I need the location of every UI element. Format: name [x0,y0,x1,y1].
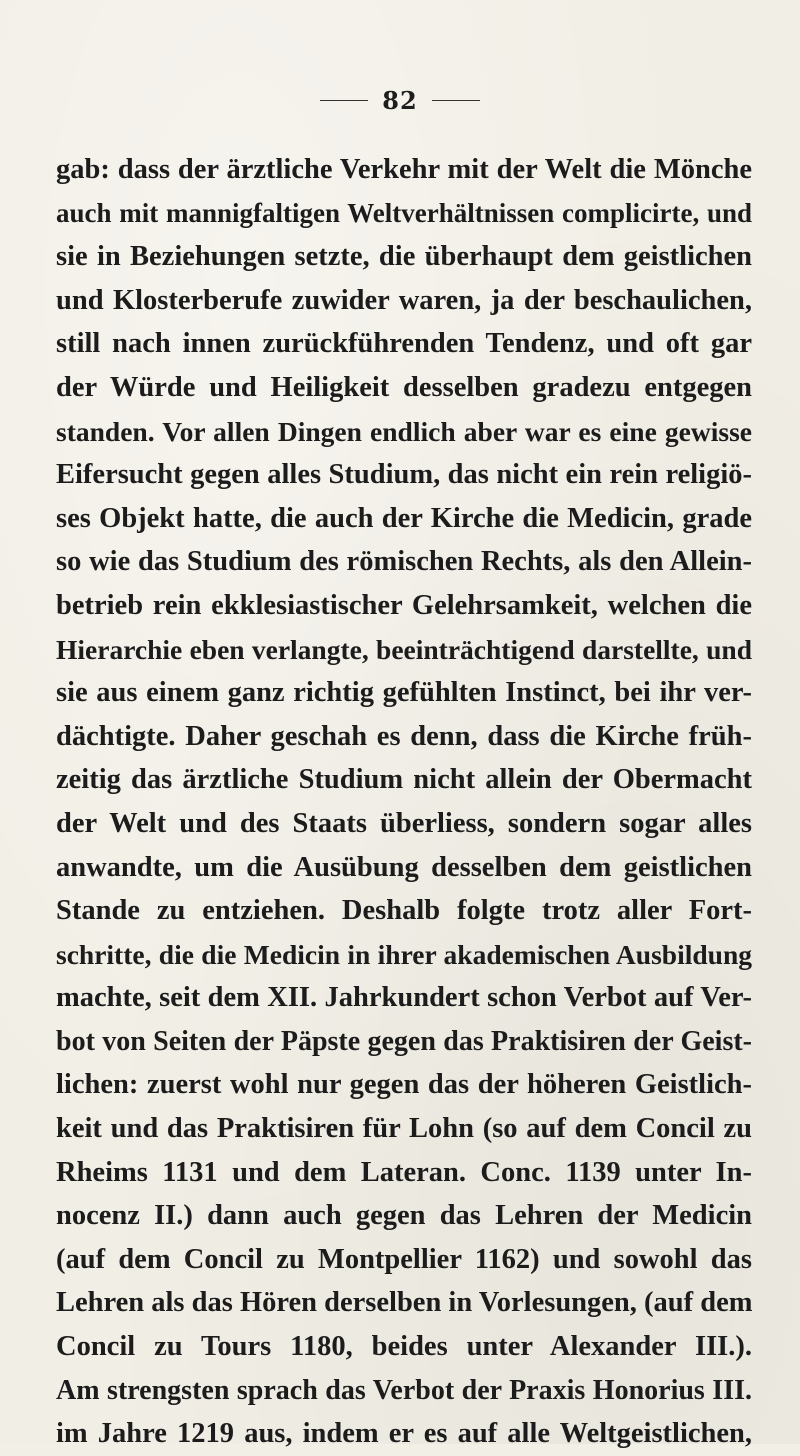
text-line: machte, seit dem XII. Jahrkundert schon Verbot auf Ver- [56,982,752,1014]
text-line: (auf dem Concil zu Montpellier 1162) und sowohl das [56,1243,752,1275]
page-number: 82 [382,86,418,115]
text-line: ses Objekt hatte, die auch der Kirche die Medicin, grade [56,502,752,534]
text-line: Eifersucht gegen alles Studium, das nicht ein rein religiö- [56,459,752,491]
text-line: sie aus einem ganz richtig gefühlten Instinct, bei ihr ver- [56,677,752,709]
text-line: Hierarchie eben verlangte, beeinträchtigend darstellte, und [56,633,752,665]
text-line: zeitig das ärztliche Studium nicht allein der Obermacht [56,764,752,796]
text-line: Concil zu Tours 1180, beides unter Alexander III.). [56,1331,752,1363]
text-line: Lehren als das Hören derselben in Vorlesungen, (auf dem [56,1287,753,1319]
text-line: nocenz II.) dann auch gegen das Lehren der Medicin [56,1200,752,1232]
header-rule-left [320,100,368,101]
text-line: Rheims 1131 und dem Lateran. Conc. 1139 unter In- [56,1156,752,1188]
text-line: dächtigte. Daher geschah es denn, dass die Kirche früh- [56,720,752,752]
header-rule-right [432,100,480,101]
text-line: Stande zu entziehen. Deshalb folgte trotz aller Fort- [56,895,752,927]
text-line: im Jahre 1219 aus, indem er es auf alle Weltgeistlichen, [56,1418,752,1450]
text-line: schritte, die die Medicin in ihrer akademischen Ausbildung [56,938,752,970]
text-line: bot von Seiten der Päpste gegen das Praktisiren der Geist- [56,1025,752,1057]
text-line: keit und das Praktisiren für Lohn (so auf dem Concil zu [56,1113,752,1145]
page-header [0,86,800,115]
text-line: der Würde und Heiligkeit desselben gradezu entgegen [56,371,752,403]
text-line: gab: dass der ärztliche Verkehr mit der Welt die Mönche [56,154,752,185]
text-line: lichen: zuerst wohl nur gegen das der höheren Geistlich- [56,1069,752,1101]
text-line: und Klosterberufe zuwider waren, ja der beschaulichen, [56,284,752,316]
text-line: so wie das Studium des römischen Rechts, als den Allein- [56,546,752,578]
text-line: auch mit mannigfaltigen Weltverhältnissen complicirte, und [56,197,752,228]
text-line: anwandte, um die Ausübung desselben dem geistlichen [56,851,752,883]
text-line: standen. Vor allen Dingen endlich aber war es eine gewisse [56,415,752,447]
text-line: betrieb rein ekklesiastischer Gelehrsamkeit, welchen die [56,589,752,621]
text-line: Am strengsten sprach das Verbot der Praxis Honorius III. [56,1374,752,1406]
body-text [56,148,752,1456]
text-line: der Welt und des Staats überliess, sondern sogar alles [56,807,752,839]
text-line: sie in Beziehungen setzte, die überhaupt dem geistlichen [56,241,752,273]
text-line: still nach innen zurückführenden Tendenz, und oft gar [56,328,752,360]
